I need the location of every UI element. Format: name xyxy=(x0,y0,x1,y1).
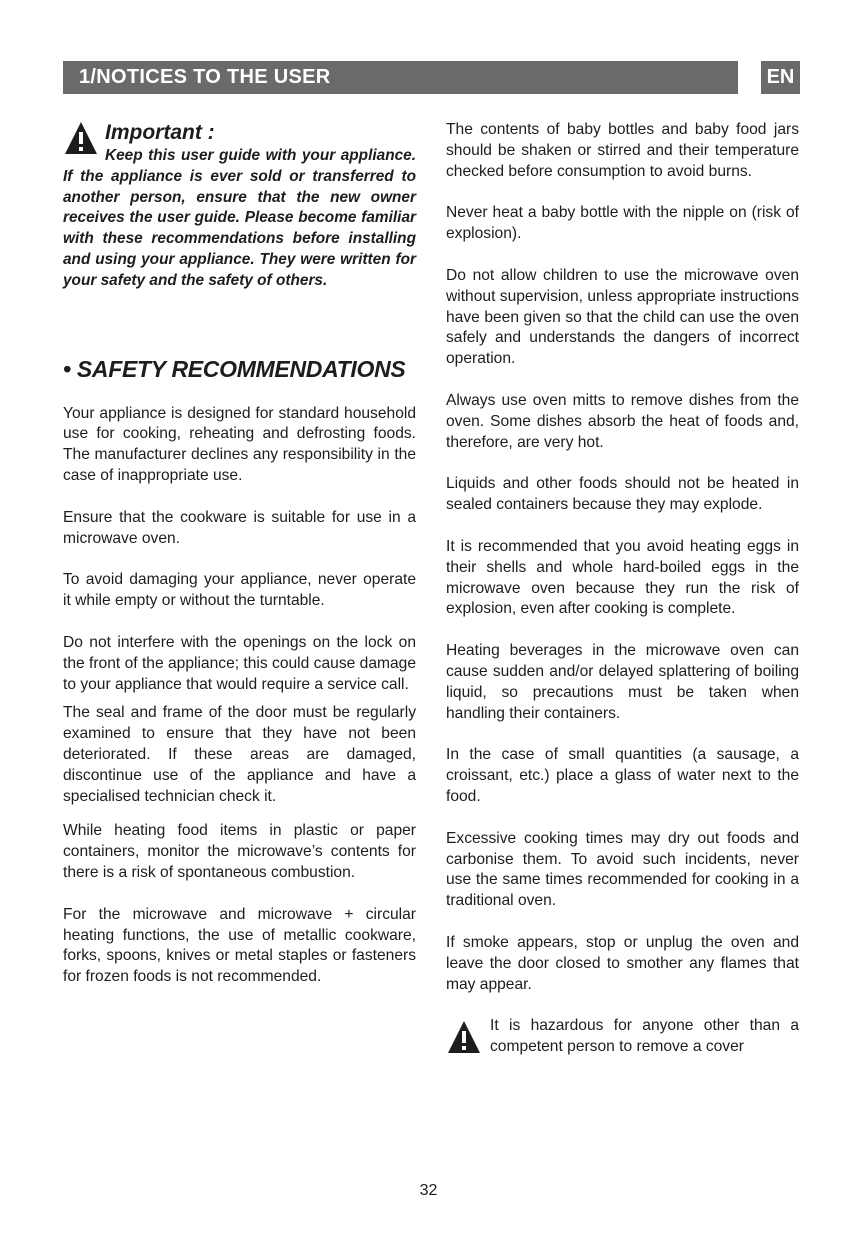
left-paragraph-5: The seal and frame of the door must be regularly examined to ensure that they have not been deteriorated. If these areas are damaged, discontinue use of the appliance and have a specialised technician check it. xyxy=(63,704,416,805)
right-paragraph-5: Liquids and other foods should not be heated in sealed containers because they may explode. xyxy=(446,475,799,514)
right-paragraph-3: Do not allow children to use the microwave oven without supervision, unless appropriate instructions have been given so that the child can use the oven safely and understands the dangers of incorrect operation. xyxy=(446,266,799,368)
page-header xyxy=(63,61,800,94)
right-paragraph-10: If smoke appears, stop or unplug the oven and leave the door closed to smother any flames that may appear. xyxy=(446,933,799,993)
safety-heading: • SAFETY RECOMMENDATIONS xyxy=(63,355,406,382)
important-text: Keep this user guide with your appliance. If the appliance is ever sold or transferred to another person, ensure that the new owner receives the user guide. Please become familiar with these recommendations before installing and using your appliance. They were written for your safety and the safety of others. xyxy=(63,147,416,289)
right-paragraph-7: Heating beverages in the microwave oven can cause sudden and/or delayed splattering of boiling liquid, so precautions must be taken when handling their containers. xyxy=(446,642,799,722)
right-paragraph-6: It is recommended that you avoid heating eggs in their shells and whole hard-boiled eggs in the microwave oven because they run the risk of explosion, even after cooking is complete. xyxy=(446,537,799,618)
left-column xyxy=(63,120,416,1009)
right-paragraph-9: Excessive cooking times may dry out foods and carbonise them. To avoid such incidents, never use the same times recommended for cooking in a traditional oven. xyxy=(446,829,799,910)
page-number: 32 xyxy=(419,1182,438,1199)
right-paragraph-2: Never heat a baby bottle with the nipple on (risk of explosion). xyxy=(446,204,799,243)
right-column xyxy=(446,120,799,1058)
hazard-text: It is hazardous for anyone other than a competent person to remove a cover xyxy=(490,1017,799,1056)
left-paragraph-1: Your appliance is designed for standard household use for cooking, reheating and defrosting foods. The manufacturer declines any responsibility in the case of inappropriate use. xyxy=(63,404,416,484)
warning-triangle-icon xyxy=(446,1019,482,1055)
important-title: Important : xyxy=(105,121,215,144)
left-paragraph-3: To avoid damaging your appliance, never operate it while empty or without the turntable. xyxy=(63,571,416,610)
warning-triangle-icon xyxy=(63,120,99,156)
right-paragraph-4: Always use oven mitts to remove dishes from the oven. Some dishes absorb the heat of foods and, therefore, are very hot. xyxy=(446,391,799,451)
left-paragraph-7: For the microwave and microwave + circular heating functions, the use of metallic cookware, forks, spoons, knives or metal staples or fasteners for frozen foods is not recommended. xyxy=(63,905,416,986)
hazard-notice xyxy=(446,1016,799,1058)
section-title-bar: 1/NOTICES TO THE USER xyxy=(63,61,738,94)
important-notice xyxy=(63,120,416,292)
right-paragraph-1: The contents of baby bottles and baby food jars should be shaken or stirred and their temperature checked before consumption to avoid burns. xyxy=(446,121,799,180)
language-badge: EN xyxy=(761,61,800,94)
left-paragraph-2: Ensure that the cookware is suitable for use in a microwave oven. xyxy=(63,508,416,547)
left-paragraph-4: Do not interfere with the openings on the lock on the front of the appliance; this could cause damage to your appliance that would require a service call. xyxy=(63,633,416,693)
right-paragraph-8: In the case of small quantities (a sausage, a croissant, etc.) place a glass of water next to the food. xyxy=(446,746,799,805)
left-paragraph-6: While heating food items in plastic or paper containers, monitor the microwave’s contents for there is a risk of spontaneous combustion. xyxy=(63,822,416,881)
